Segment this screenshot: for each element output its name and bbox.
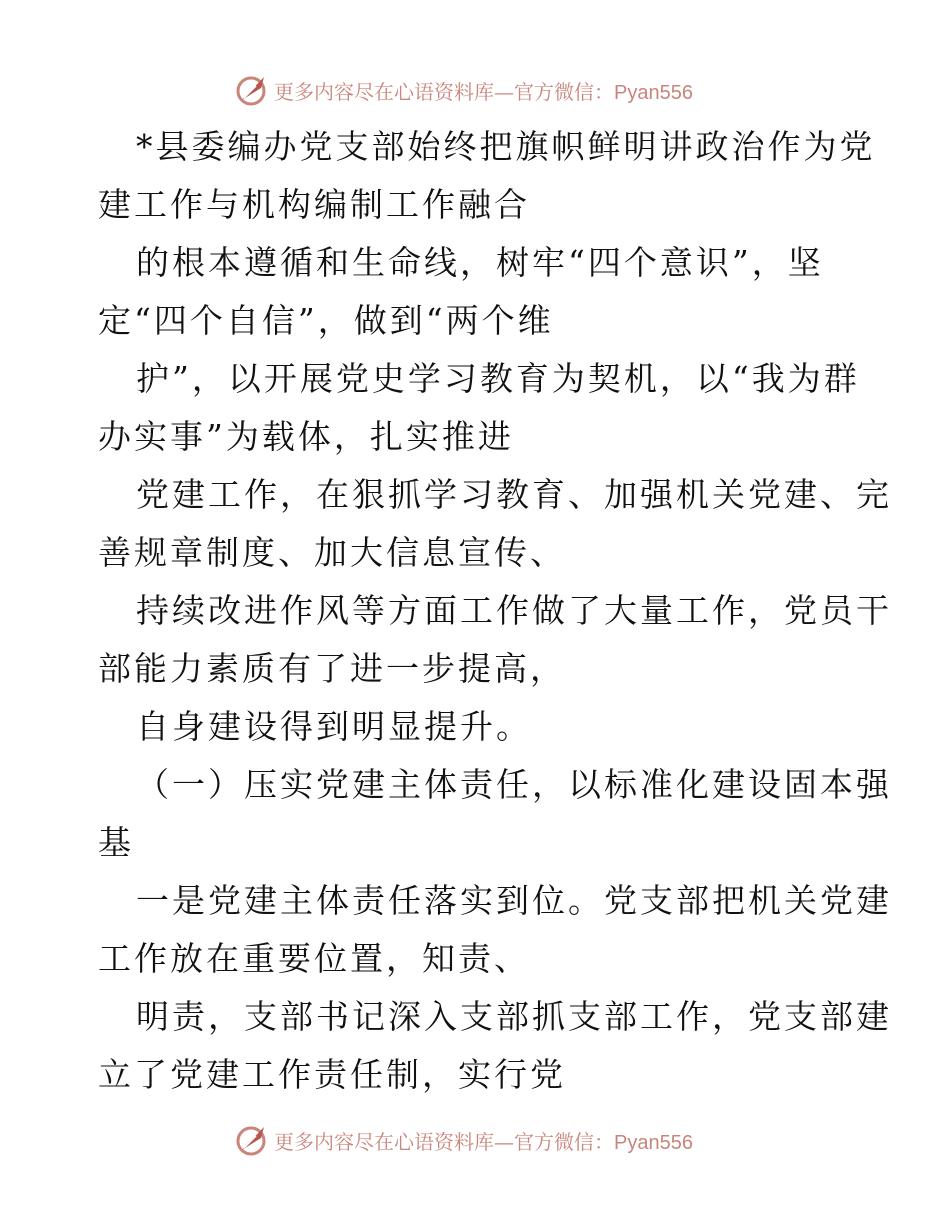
text-line: （一）压实党建主体责任，以标准化建设固本强 bbox=[136, 765, 892, 804]
header-watermark bbox=[234, 70, 693, 110]
text-line: 护”，以开展党史学习教育为契机，以“我为群 bbox=[136, 359, 860, 398]
text-line: 明责，支部书记深入支部抓支部工作，党支部建 bbox=[136, 997, 892, 1036]
quill-logo-icon bbox=[234, 72, 270, 108]
text-line: 办实事”为载体，扎实推进 bbox=[98, 417, 514, 456]
text-line: 定“四个自信”，做到“两个维 bbox=[98, 301, 554, 340]
quill-logo-icon bbox=[234, 1122, 270, 1158]
text-line: 部能力素质有了进一步提高， bbox=[98, 649, 566, 688]
text-line: 一是党建主体责任落实到位。党支部把机关党建 bbox=[136, 881, 892, 920]
text-line: 工作放在重要位置，知责、 bbox=[98, 939, 530, 978]
watermark-id: Pyan556 bbox=[614, 81, 693, 104]
text-line: 建工作与机构编制工作融合 bbox=[98, 185, 530, 224]
text-line: 的根本遵循和生命线，树牢“四个意识”，坚 bbox=[136, 243, 824, 282]
text-line: 立了党建工作责任制，实行党 bbox=[98, 1055, 566, 1094]
text-line: 善规章制度、加大信息宣传、 bbox=[98, 533, 566, 572]
text-line: 持续改进作风等方面工作做了大量工作，党员干 bbox=[136, 591, 892, 630]
watermark-text: 更多内容尽在心语资料库—官方微信：Pyan556 bbox=[274, 79, 693, 104]
text-line: 基 bbox=[98, 823, 134, 862]
watermark-text: 更多内容尽在心语资料库—官方微信：Pyan556 bbox=[274, 1129, 693, 1154]
text-line: 党建工作，在狠抓学习教育、加强机关党建、完 bbox=[136, 475, 892, 514]
text-line: 自身建设得到明显提升。 bbox=[136, 707, 532, 746]
footer-watermark bbox=[234, 1120, 693, 1160]
text-line: *县委编办党支部始终把旗帜鲜明讲政治作为党 bbox=[136, 127, 876, 166]
document-body bbox=[98, 118, 892, 1104]
watermark-id: Pyan556 bbox=[614, 1131, 693, 1154]
